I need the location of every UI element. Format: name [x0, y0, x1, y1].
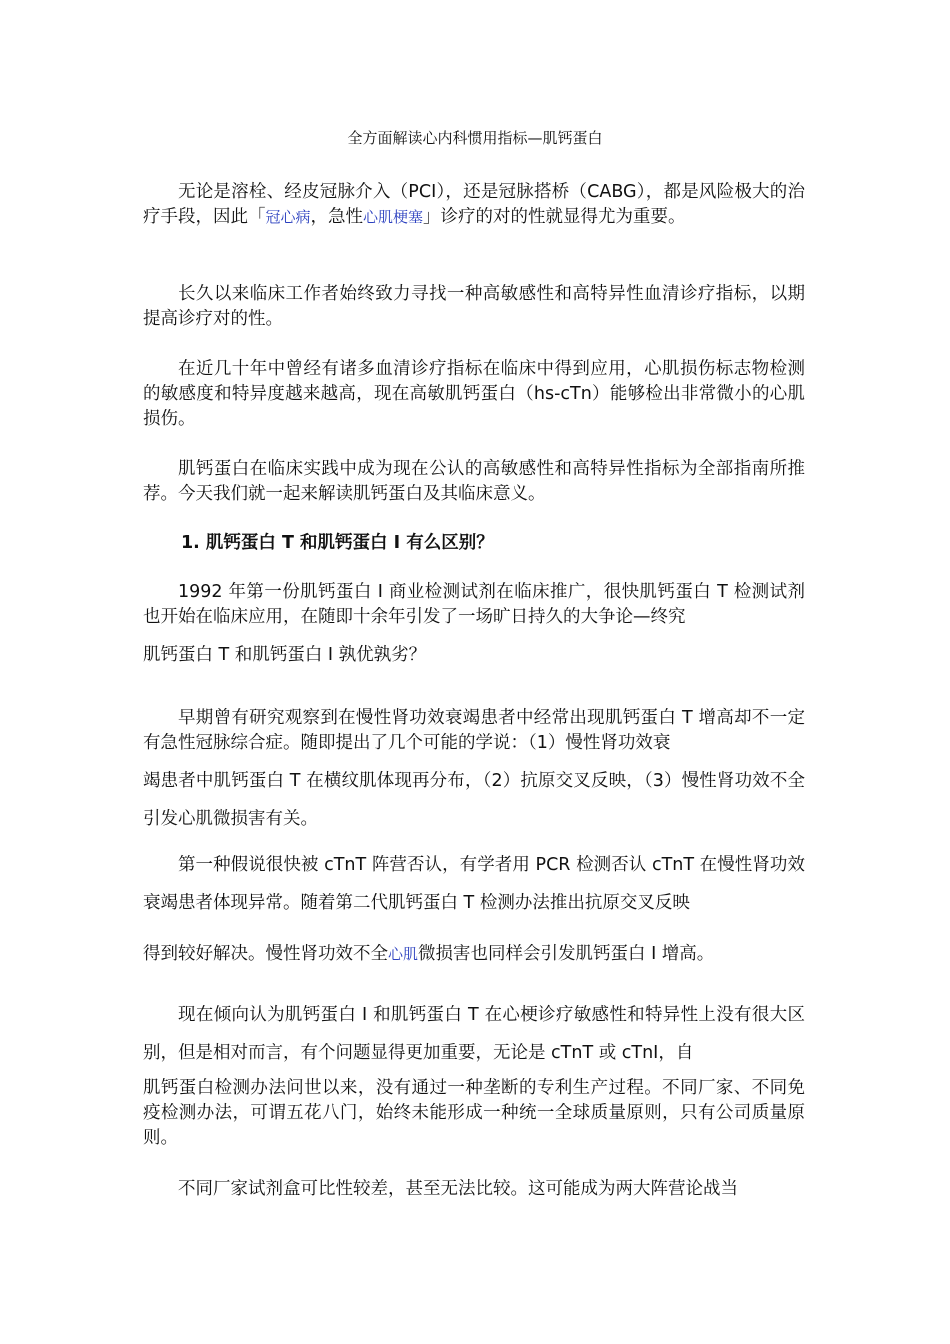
paragraph-6a: 早期曾有研究观察到在慢性肾功效衰竭患者中经常出现肌钙蛋白 T 增高却不一定有急性冠脉综合症。随即提出了几个可能的学说：（1）慢性肾功效衰 — [143, 708, 805, 753]
paragraph-4: 肌钙蛋白在临床实践中成为现在公认的高敏感性和高特异性指标为全部指南所推荐。今天我们就一起来解读肌钙蛋白及其临床意义。 — [143, 459, 805, 504]
section-heading-1: 1. 肌钙蛋白 T 和肌钙蛋白 I 有么区别？ — [181, 533, 494, 553]
paragraph-6b: 竭患者中肌钙蛋白 T 在横纹肌体现再分布，（2）抗原交叉反映，（3）慢性肾功效不全引发心肌微损害有关。 — [143, 771, 805, 829]
paragraph-5b: 肌钙蛋白 T 和肌钙蛋白 I 孰优孰劣？ — [143, 645, 427, 665]
paragraph-7b — [143, 942, 805, 967]
paragraph-7b-text-b: 微损害也同样会引发肌钙蛋白 I 增高。 — [418, 944, 715, 964]
paragraph-2: 长久以来临床工作者始终致力寻找一种高敏感性和高特异性血清诊疗指标，以期提高诊疗对的性。 — [143, 284, 805, 329]
link-myocardium[interactable]: 心肌 — [388, 945, 419, 963]
paragraph-3: 在近几十年中曾经有诸多血清诊疗指标在临床中得到应用，心肌损伤标志物检测的敏感度和特异度越来越高，现在高敏肌钙蛋白（hs-cTn）能够检出非常微小的心肌损伤。 — [143, 359, 805, 429]
paragraph-1 — [143, 180, 805, 230]
paragraph-8b: 肌钙蛋白检测办法问世以来，没有通过一种垄断的专利生产过程。不同厂家、不同免疫检测办法，可谓五花八门，始终未能形成一种统一全球质量原则，只有公司质量原则。 — [143, 1078, 805, 1148]
paragraph-5a: 1992 年第一份肌钙蛋白 I 商业检测试剂在临床推广，很快肌钙蛋白 T 检测试剂也开始在临床应用，在随即十余年引发了一场旷日持久的大争论—终究 — [143, 582, 805, 627]
paragraph-1-text-a: 无论是溶栓、经皮冠脉介入（PCI），还是冠脉搭桥（CABG），都是风险极大的治疗手段，因此「 — [143, 182, 805, 227]
document-title: 全方面解读心内科惯用指标—肌钙蛋白 — [347, 129, 603, 147]
paragraph-1-text-b: ，急性 — [310, 207, 364, 227]
paragraph-1-text-c: 」诊疗的对的性就显得尤为重要。 — [423, 207, 686, 227]
paragraph-9: 不同厂家试剂盒可比性较差，甚至无法比较。这可能成为两大阵营论战当 — [178, 1179, 738, 1199]
paragraph-7b-text-a: 得到较好解决。慢性肾功效不全 — [143, 944, 388, 964]
paragraph-7a: 第一种假说很快被 cTnT 阵营否认，有学者用 PCR 检测否认 cTnT 在慢性肾功效衰竭患者体现异常。随着第二代肌钙蛋白 T 检测办法推出抗原交叉反映 — [143, 855, 805, 913]
link-coronary-heart-disease[interactable]: 冠心病 — [265, 208, 311, 226]
paragraph-8a: 现在倾向认为肌钙蛋白 I 和肌钙蛋白 T 在心梗诊疗敏感性和特异性上没有很大区别，但是相对而言，有个问题显得更加重要，无论是 cTnT 或 cTnI，自 — [143, 1005, 805, 1063]
link-myocardial-infarction[interactable]: 心肌梗塞 — [363, 208, 424, 226]
